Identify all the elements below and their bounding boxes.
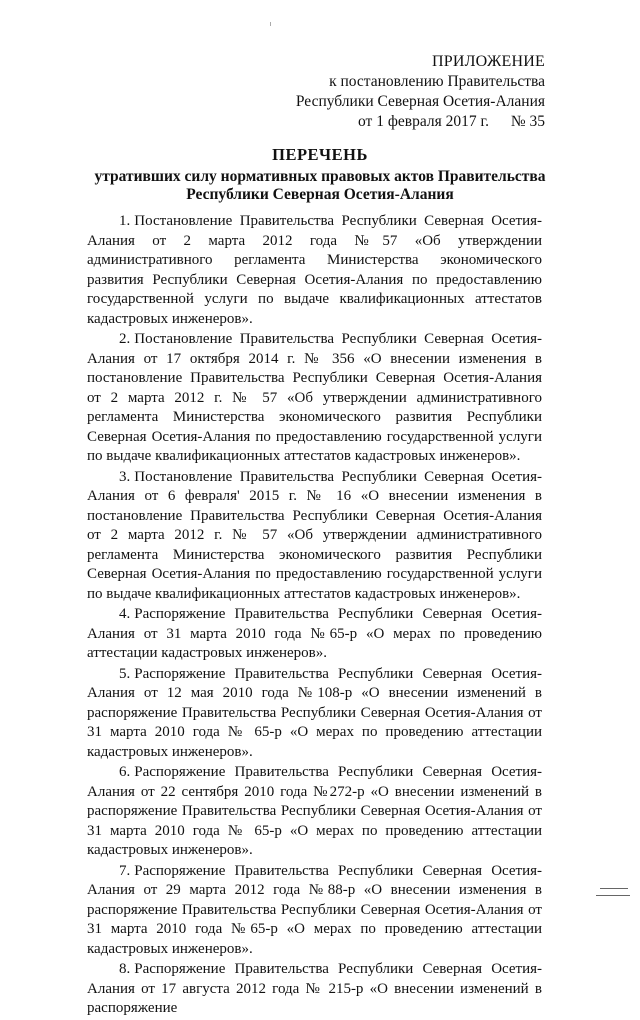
item-number: 6. (119, 764, 131, 780)
acts-list (87, 212, 542, 1020)
item-text: Распоряжение Правительства Республики Северная Осетия-Алания от 22 сентября 2010 года №272-р «О внесении изменений в распоряжение Правительства Республики Северная Осетия-Алания от 31 марта 2010 года № 65-р «О мерах по проведению аттестации кадастровых инженеров». (87, 764, 542, 858)
list-item (87, 862, 542, 960)
document-heading (0, 145, 640, 204)
item-text: Распоряжение Правительства Республики Северная Осетия-Алания от 12 мая 2010 года №108-р «О внесении изменений в распоряжение Правительства Республики Северная Осетия-Алания от 31 марта 2010 года № 65-р «О мерах по проведению аттестации кадастровых инженеров». (87, 665, 542, 760)
item-number: 3. (119, 468, 131, 485)
list-item (87, 763, 542, 861)
heading-subtitle-line-1: утративших силу нормативных правовых актов Правительства (94, 168, 546, 185)
item-number: 7. (119, 862, 131, 879)
scan-artifact (270, 22, 271, 26)
item-text: Распоряжение Правительства Республики Северная Осетия-Алания от 29 марта 2012 года №88-р «О внесении изменения в распоряжение Правительства Республики Северная Осетия-Алания от 31 марта 2010 года №65-р «О мерах по проведению аттестации кадастровых инженеров». (87, 862, 542, 957)
item-number: 4. (119, 606, 131, 622)
scan-artifact (600, 888, 628, 889)
appendix-block (296, 52, 545, 132)
item-number: 2. (119, 331, 131, 347)
appendix-date-line (296, 112, 545, 132)
heading-title: ПЕРЕЧЕНЬ (272, 145, 368, 164)
appendix-date: от 1 февраля 2017 г. (358, 113, 489, 130)
appendix-line-2: Республики Северная Осетия-Алания (295, 93, 545, 110)
item-text: Распоряжение Правительства Республики Северная Осетия-Алания от 17 августа 2012 года № 215-р «О внесении изменений в распоряжение (87, 961, 542, 1016)
appendix-title: ПРИЛОЖЕНИЕ (431, 53, 545, 70)
item-text: Постановление Правительства Республики Северная Осетия-Алания от 6 февраля' 2015 г. № 16 «О внесении изменения в постановление Правительства Республики Северная Осетия-Алания от 2 марта 2012 г. № 57 «Об утверждении административного регламента Министерства экономического развития Республики Северная Осетия-Алания по предоставлению государственной услуги по выдаче квалификационных аттестатов кадастровых инженеров». (87, 468, 542, 602)
heading-subtitle-line-2: Республики Северная Осетия-Алания (186, 186, 454, 203)
item-text: Постановление Правительства Республики Северная Осетия-Алания от 17 октября 2014 г. № 356 «О внесении изменения в постановление Правительства Республики Северная Осетия-Алания от 2 марта 2012 г. № 57 «Об утверждении административного регламента Министерства экономического развития Республики Северная Осетия-Алания по предоставлению государственной услуги по выдаче квалификационных аттестатов кадастровых инженеров». (87, 331, 542, 464)
scan-artifact (596, 895, 630, 896)
appendix-number: № 35 (510, 113, 545, 130)
list-item (87, 330, 542, 467)
item-number: 1. (119, 213, 131, 229)
item-number: 8. (119, 961, 131, 977)
list-item (87, 665, 542, 763)
item-number: 5. (119, 665, 131, 682)
list-item (87, 605, 542, 664)
appendix-line-1: к постановлению Правительства (329, 73, 545, 90)
item-text: Распоряжение Правительства Республики Северная Осетия-Алания от 31 марта 2010 года №65-р «О мерах по проведению аттестации кадастровых инженеров». (87, 606, 542, 661)
list-item (87, 960, 542, 1019)
list-item (87, 212, 542, 329)
item-text: Постановление Правительства Республики Северная Осетия-Алания от 2 марта 2012 года №57 «Об утверждении административного регламента Министерства экономического развития Республики Северная Осетия-Алания по предоставлению государственной услуги по выдаче квалификационных аттестатов кадастровых инженеров». (87, 213, 542, 327)
list-item (87, 468, 542, 605)
